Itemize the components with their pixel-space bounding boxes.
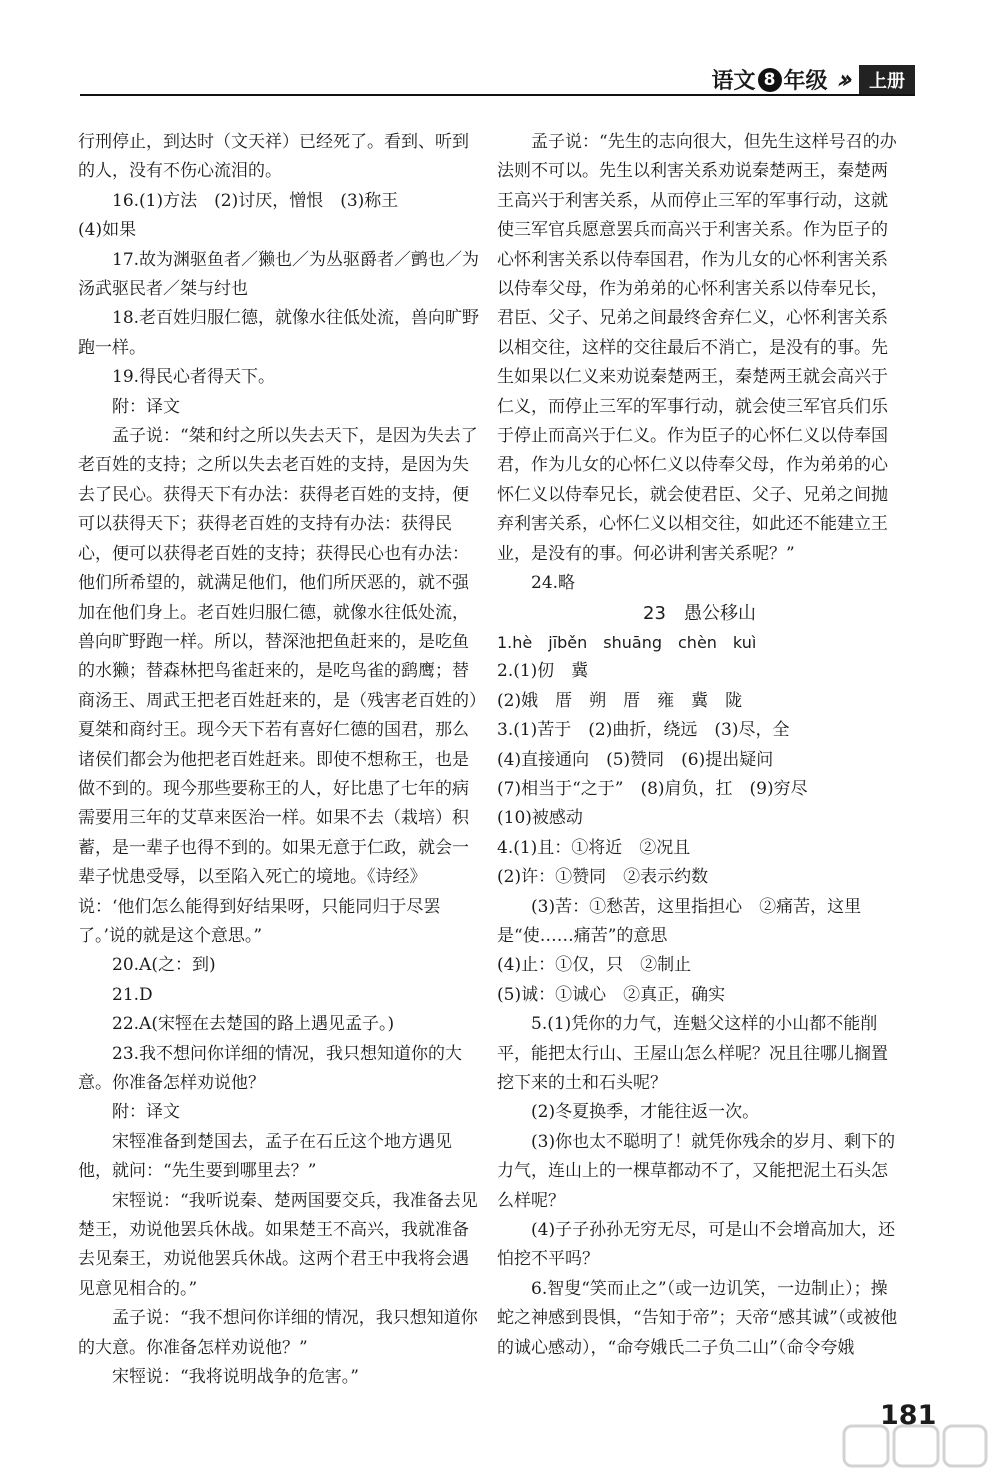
- paragraph: 孟子说：“我不想问你详细的情况，我只想知道你的大意。你准备怎样劝说他？”: [78, 1308, 478, 1358]
- page-number: 181: [880, 1400, 937, 1431]
- paragraph: 3.(1)苦于 (2)曲折，绕远 (3)尽，全: [497, 720, 790, 741]
- book-title: [712, 64, 828, 95]
- paragraph: 16.(1)方法 (2)讨厌，憎恨 (3)称王: [112, 190, 399, 211]
- paragraph: (5)诚：①诚心 ②真正，确实: [497, 984, 726, 1005]
- watermark-logo: [840, 1420, 990, 1472]
- paragraph: 4.(1)且：①将近 ②况且: [497, 837, 691, 858]
- paragraph: 2.(1)仞 冀: [497, 661, 589, 682]
- section-title: 23 愚公移山: [643, 602, 756, 624]
- paragraph: (3)你也太不聪明了！就凭你残余的岁月、剩下的力气，连山上的一棵草都动不了，又能把泥土石头怎么样呢？: [497, 1131, 896, 1211]
- paragraph: 5.(1)凭你的力气，连魁父这样的小山都不能削平，能把太行山、王屋山怎么样呢？况且往哪儿搁置挖下来的土和石头呢？: [497, 1014, 888, 1093]
- paragraph: 宋牼说：“我听说秦、楚两国要交兵，我准备去见楚王，劝说他罢兵休战。如果楚王不高兴，我就准备去见秦王，劝说他罢兵休战。这两个君王中我将会遇见意见相合的。”: [78, 1190, 478, 1299]
- right-column-bottom: [497, 628, 902, 1363]
- paragraph: 20.A(之：到): [112, 955, 216, 976]
- paragraph: 24.略: [531, 573, 576, 594]
- paragraph: (4)子子孙孙无穷无尽，可是山不会增高加大，还怕挖不平吗？: [497, 1220, 896, 1270]
- page-header: [712, 64, 915, 95]
- paragraph: 21.D: [112, 984, 153, 1005]
- paragraph: 附：译文: [112, 1102, 180, 1123]
- grade-suffix: 年级: [783, 69, 828, 94]
- paragraph: 1.hè jīběn shuāng chèn kuì: [497, 632, 757, 652]
- volume-badge: 上册: [859, 65, 915, 95]
- header-divider: [80, 94, 915, 96]
- paragraph: 18.老百姓归服仁德，就像水往低处流，兽向旷野跑一样。: [78, 308, 480, 358]
- chevron-icon: ››: [832, 64, 853, 95]
- paragraph: (7)相当于“之于” (8)肩负，扛 (9)穷尽: [497, 778, 808, 799]
- paragraph: 22.A(宋牼在去楚国的路上遇见孟子。): [112, 1014, 395, 1035]
- paragraph: (2)许：①赞同 ②表示约数: [497, 867, 709, 888]
- paragraph: (2)冬夏换季，才能往返一次。: [531, 1102, 760, 1123]
- paragraph: (4)止：①仅，只 ②制止: [497, 955, 692, 976]
- paragraph: (3)苦：①愁苦，这里指担心 ②痛苦，这里是“使……痛苦”的意思: [497, 896, 862, 946]
- subject-label: 语文: [711, 69, 756, 94]
- left-column: [78, 128, 480, 1392]
- paragraph: 23.我不想问你详细的情况，我只想知道你的大意。你准备怎样劝说他？: [78, 1043, 463, 1093]
- right-column: [497, 128, 902, 1363]
- paragraph: (4)如果: [78, 220, 137, 241]
- paragraph: 孟子说：“先生的志向很大，但先生这样号召的办法则不可以。先生以利害关系劝说秦楚两王，秦楚两王高兴于利害关系，从而停止三军的军事行动，这就使三军官兵愿意罢兵而高兴于利害关系。作为臣子的心怀利害关系以侍奉国君，作为儿女的心怀利害关系以侍奉父母，作为弟弟的心怀利害关系以侍奉兄长，君臣、父子、兄弟之间最终舍弃仁义，心怀利害关系以相交往，这样的交往最后不消亡，是没有的事。先生如果以仁义来劝说秦楚两王，秦楚两王就会高兴于仁义，而停止三军的军事行动，就会使三军官兵们乐于停止而高兴于仁义。作为臣子的心怀仁义以侍奉国君，作为儿女的心怀仁义以侍奉父母，作为弟弟的心怀仁义以侍奉兄长，就会使君臣、父子、兄弟之间抛弃利害关系，心怀仁义以相交往，如此还不能建立王业，是没有的事。何必讲利害关系呢？”: [497, 132, 897, 564]
- paragraph: (10)被感动: [497, 808, 583, 829]
- grade-number-badge: 8: [758, 68, 782, 92]
- paragraph: 宋牼准备到楚国去，孟子在石丘这个地方遇见他，就问：“先生要到哪里去？”: [78, 1131, 452, 1182]
- paragraph: 孟子说：“桀和纣之所以失去天下，是因为失去了老百姓的支持；之所以失去老百姓的支持，是因为失去了民心。获得天下有办法：获得老百姓的支持，便可以获得天下；获得老百姓的支持有办法：获得民心，便可以获得老百姓的支持；获得民心也有办法：他们所希望的，就满足他们，他们所厌恶的，就不强加在他们身上。老百姓归服仁德，就像水往低处流，兽向旷野跑一样。所以，替深池把鱼赶来的，是吃鱼的水獭；替森林把鸟雀赶来的，是吃鸟雀的鹞鹰；替商汤王、周武王把老百姓赶来的，是（残害老百姓的）夏桀和商纣王。现今天下若有喜好仁德的国君，那么诸侯们都会为他把老百姓赶来。即使不想称王，也是做不到的。现今那些要称王的人，好比患了七年的病需要用三年的艾草来医治一样。如果不去（栽培）积蓄，是一辈子也得不到的。如果无意于仁政，就会一辈子忧患受辱，以至陷入死亡的境地。《诗经》说：‘他们怎么能得到好结果呀，只能同归于尽罢了。’说的就是这个意思。”: [78, 426, 478, 946]
- paragraph: 行刑停止，到达时（文天祥）已经死了。看到、听到的人，没有不伤心流泪的。: [78, 132, 469, 182]
- paragraph: 附：译文: [112, 396, 180, 417]
- paragraph: (2)娥 厝 朔 厝 雍 冀 陇: [497, 690, 743, 711]
- paragraph: 宋牼说：“我将说明战争的危害。”: [112, 1367, 359, 1388]
- right-column-top: [497, 128, 902, 599]
- paragraph: 6.智叟“笑而止之”（或一边讥笑，一边制止）；操蛇之神感到畏惧，“告知于帝”；天帝“感其诚”（或被他的诚心感动），“命夸娥氏二子负二山”（命令夸娥: [497, 1278, 898, 1358]
- paragraph: (4)直接通向 (5)赞同 (6)提出疑问: [497, 749, 774, 770]
- paragraph: 19.得民心者得天下。: [112, 367, 276, 388]
- paragraph: 17.故为渊驱鱼者／獭也／为丛驱爵者／鹯也／为汤武驱民者／桀与纣也: [78, 249, 480, 300]
